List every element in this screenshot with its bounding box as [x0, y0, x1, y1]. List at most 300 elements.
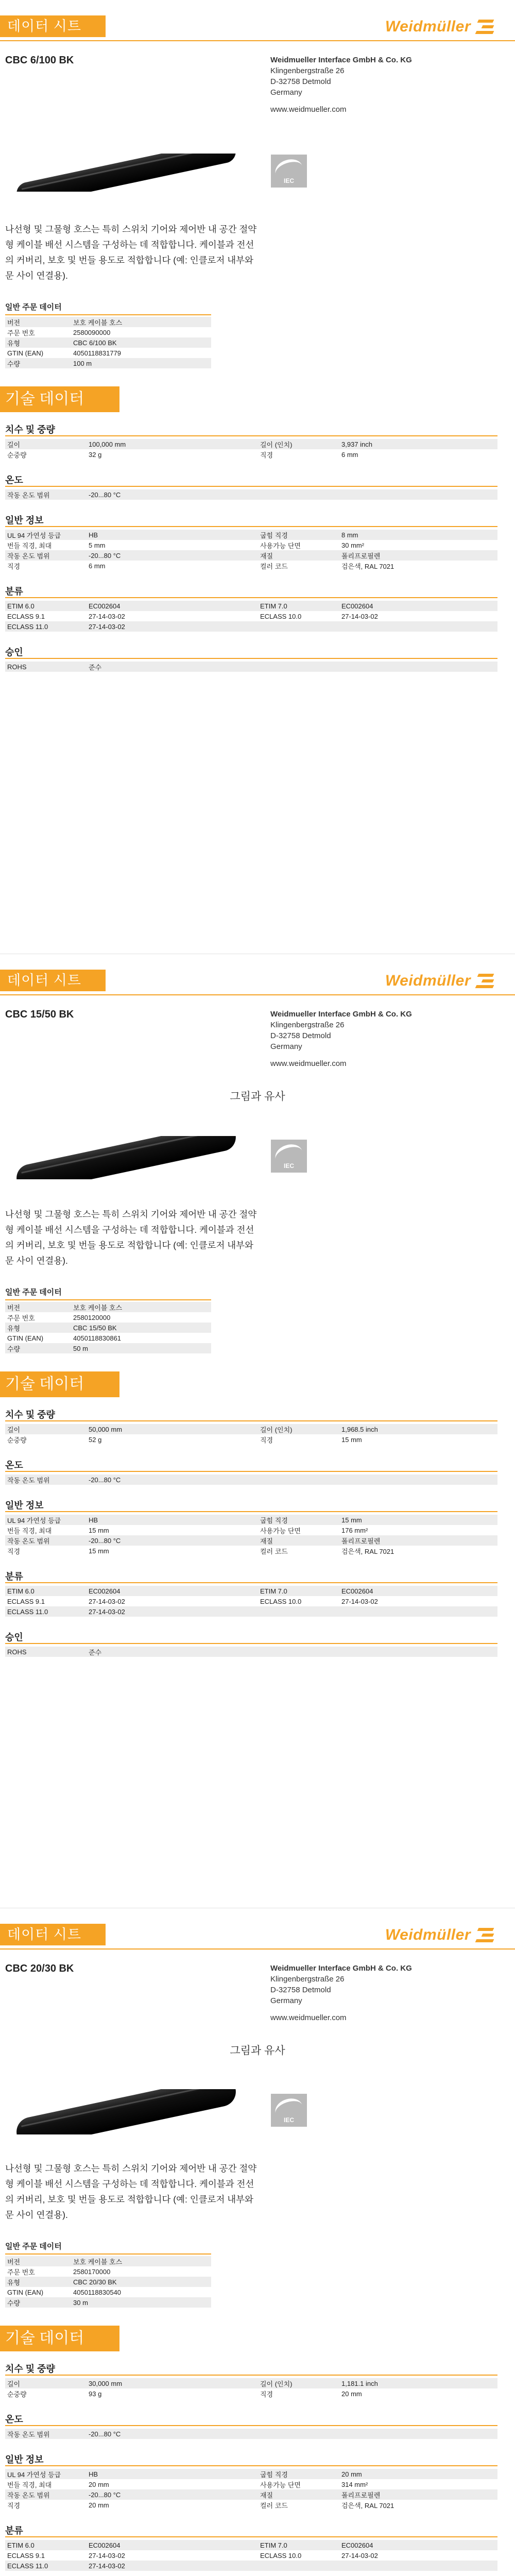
- spec-label: ETIM 6.0: [5, 1586, 87, 1596]
- field-value: 2580170000: [73, 2267, 111, 2276]
- spec-label: ETIM 7.0: [258, 1586, 339, 1596]
- spec-value: 30,000 mm: [87, 2378, 258, 2388]
- spec-label: ECLASS 9.1: [7, 612, 45, 620]
- table-row: [5, 449, 497, 460]
- spec-table: [5, 601, 497, 632]
- table-row: [5, 540, 497, 550]
- spec-label: 굽힘 직경: [258, 530, 339, 540]
- spec-value: 15 mm: [89, 1547, 109, 1555]
- spec-label: ROHS: [5, 1647, 87, 1657]
- spec-label: ECLASS 10.0: [260, 1597, 302, 1605]
- company-street: Klingenbergstraße 26: [270, 66, 345, 75]
- product-description: 나선형 및 그물형 호스는 특히 스위치 기어와 제어반 내 공간 절약형 케이블 배선 시스템을 구성하는 데 적합합니다. 케이블과 전선의 커버리, 보호 및 번들 용도로 적합합니다 (예: 인클로저 내부와 문 사이 연결용).: [5, 2163, 257, 2220]
- spec-table: [5, 1424, 497, 1445]
- spec-section-title: 분류: [5, 1571, 23, 1582]
- spec-value: 52 g: [89, 1435, 102, 1444]
- brand-logo: [385, 16, 497, 37]
- spec-label: ETIM 6.0: [5, 601, 87, 611]
- table-row: [5, 2469, 497, 2479]
- table-row: [5, 327, 211, 337]
- general-order-data-table: [5, 317, 211, 368]
- table-row: [5, 348, 211, 358]
- spec-label: UL 94 가연성 등급: [5, 1515, 87, 1525]
- spec-value: -20...80 °C: [87, 1535, 258, 1546]
- spec-label: 굽힘 직경: [258, 1515, 339, 1525]
- company-country: Germany: [270, 1042, 302, 1051]
- spec-label: 컬러 코드: [260, 2501, 288, 2510]
- spec-value: EC002604: [339, 601, 497, 611]
- field-label: 버전: [5, 2256, 71, 2266]
- section-rule: [5, 486, 497, 487]
- table-row: [5, 317, 211, 327]
- header-rule: [0, 40, 515, 41]
- field-label: 수량: [5, 1343, 71, 1353]
- table-row: [5, 2489, 497, 2500]
- spec-label: 길이 (인치): [258, 439, 339, 449]
- spec-section-title: 온도: [5, 1460, 23, 1470]
- product-description: 나선형 및 그물형 호스는 특히 스위치 기어와 제어반 내 공간 절약형 케이블 배선 시스템을 구성하는 데 적합합니다. 케이블과 전선의 커버리, 보호 및 번들 용도로 적합합니다 (예: 인클로저 내부와 문 사이 연결용).: [5, 1209, 257, 1266]
- table-row: [5, 2277, 211, 2287]
- spec-value: 20 mm: [89, 2480, 109, 2488]
- table-row: [5, 1475, 497, 1485]
- cable-hose-image: [10, 2089, 242, 2134]
- field-value: 100 m: [71, 358, 211, 368]
- table-row: [5, 2429, 497, 2439]
- table-row: [5, 1333, 211, 1343]
- approval-icon: IEC: [271, 155, 307, 188]
- spec-label: [258, 1647, 339, 1657]
- company-url[interactable]: www.weidmueller.com: [270, 105, 347, 114]
- table-row: [5, 489, 497, 500]
- table-row: [5, 550, 497, 561]
- spec-table: [5, 1586, 497, 1617]
- spec-label: [258, 2561, 339, 2571]
- spec-label: [258, 1475, 339, 1485]
- table-row: [5, 1596, 497, 1606]
- spec-section-title: 치수 및 중량: [5, 425, 55, 435]
- table-row: [5, 1525, 497, 1535]
- cable-hose-image: [10, 154, 242, 192]
- spec-value: HB: [87, 1515, 258, 1525]
- table-row: [5, 337, 211, 348]
- spec-table: [5, 439, 497, 460]
- section-rule: [5, 1471, 497, 1472]
- spec-label: 직경: [7, 1547, 21, 1555]
- spec-value: 폴리프로필렌: [339, 2489, 497, 2500]
- spec-section-title: 치수 및 중량: [5, 1410, 55, 1420]
- table-row: [5, 1546, 497, 1556]
- field-label: 주문 번호: [7, 329, 35, 337]
- spec-label: 사용가능 단면: [260, 2481, 301, 2489]
- spec-value: [339, 489, 497, 500]
- table-row: [5, 2479, 497, 2489]
- general-order-data-title: 일반 주문 데이터: [5, 1288, 62, 1297]
- table-row: [5, 561, 497, 571]
- spec-section-title: 온도: [5, 475, 23, 485]
- approval-icon: IEC: [271, 2094, 307, 2127]
- field-label: 주문 번호: [7, 1314, 35, 1322]
- spec-value: [339, 662, 497, 672]
- product-title: CBC 6/100 BK: [5, 55, 74, 66]
- logo-text: Weidmüller: [385, 1926, 471, 1943]
- field-value: 보호 케이블 호스: [71, 317, 211, 327]
- table-row: [5, 2388, 497, 2399]
- table-row: [5, 1323, 211, 1333]
- logo-mark-icon: [475, 1926, 497, 1944]
- section-rule: [5, 658, 497, 659]
- spec-value: 검은색, RAL 7021: [341, 2501, 394, 2510]
- general-order-data-title: 일반 주문 데이터: [5, 2242, 62, 2251]
- table-row: [5, 1343, 211, 1353]
- spec-value: 3,937 inch: [339, 439, 497, 449]
- spec-value: 27-14-03-02: [341, 612, 378, 620]
- table-row: [5, 611, 497, 621]
- field-label: 수량: [5, 358, 71, 368]
- spec-value: [339, 1606, 497, 1617]
- spec-table: [5, 2378, 497, 2399]
- table-row: [5, 2378, 497, 2388]
- spec-value: 20 mm: [339, 2469, 497, 2479]
- spec-label: 직경: [7, 562, 21, 570]
- spec-value: 27-14-03-02: [89, 612, 125, 620]
- company-url[interactable]: www.weidmueller.com: [270, 2013, 347, 2022]
- spec-label: ECLASS 11.0: [5, 2561, 87, 2571]
- spec-value: 5 mm: [89, 541, 106, 549]
- spec-value: -20...80 °C: [87, 1475, 258, 1485]
- company-country: Germany: [270, 88, 302, 97]
- spec-label: 직경: [7, 2501, 21, 2510]
- spec-label: 작동 온도 범위: [5, 2429, 87, 2439]
- spec-section-title: 승인: [5, 1632, 23, 1642]
- general-order-data-table: [5, 2256, 211, 2308]
- field-label: GTIN (EAN): [7, 2288, 44, 2296]
- spec-value: EC002604: [339, 2540, 497, 2550]
- spec-section-title: 일반 정보: [5, 515, 44, 526]
- section-rule: [5, 2536, 497, 2537]
- field-label: 유형: [5, 337, 71, 348]
- spec-label: ETIM 6.0: [5, 2540, 87, 2550]
- section-rule: [5, 1643, 497, 1644]
- spec-table: [5, 2469, 497, 2510]
- spec-value: 20 mm: [89, 2501, 109, 2509]
- field-label: 유형: [5, 2277, 71, 2287]
- field-value: 30 m: [71, 2297, 211, 2308]
- section-rule: [5, 1299, 211, 1300]
- spec-label: 컬러 코드: [260, 1547, 288, 1555]
- table-row: [5, 2500, 497, 2510]
- spec-label: 번들 직경, 최대: [7, 1527, 52, 1535]
- datasheet-page: [0, 0, 515, 954]
- spec-table: [5, 489, 497, 500]
- section-rule: [5, 1511, 497, 1512]
- spec-label: [258, 1606, 339, 1617]
- spec-label: ECLASS 11.0: [5, 1606, 87, 1617]
- spec-table: [5, 530, 497, 571]
- company-url[interactable]: www.weidmueller.com: [270, 1059, 347, 1068]
- similar-to-picture-note: 그림과 유사: [230, 2045, 285, 2057]
- spec-value: -20...80 °C: [87, 550, 258, 561]
- spec-value: HB: [87, 2469, 258, 2479]
- spec-label: 길이: [5, 1424, 87, 1434]
- field-value: CBC 6/100 BK: [71, 337, 211, 348]
- spec-value: 176 mm²: [341, 1526, 368, 1534]
- approval-icon: IEC: [271, 1140, 307, 1173]
- datasheet-badge: 데이터 시트: [0, 1924, 106, 1945]
- company-city: D-32758 Detmold: [270, 77, 331, 86]
- spec-table: [5, 1515, 497, 1556]
- table-row: [5, 1515, 497, 1525]
- table-row: [5, 2540, 497, 2550]
- spec-label: 순중량: [7, 451, 27, 459]
- spec-label: ECLASS 9.1: [7, 2551, 45, 2560]
- product-description: 나선형 및 그물형 호스는 특히 스위치 기어와 제어반 내 공간 절약형 케이블 배선 시스템을 구성하는 데 적합합니다. 케이블과 전선의 커버리, 보호 및 번들 용도로 적합합니다 (예: 인클로저 내부와 문 사이 연결용).: [5, 224, 257, 281]
- table-row: [5, 1312, 211, 1323]
- table-row: [5, 2550, 497, 2561]
- section-rule: [5, 597, 497, 598]
- spec-table: [5, 1647, 497, 1657]
- spec-table: [5, 2429, 497, 2439]
- spec-label: 길이: [5, 439, 87, 449]
- spec-label: ECLASS 10.0: [260, 2551, 302, 2560]
- field-label: 유형: [5, 1323, 71, 1333]
- spec-section-title: 분류: [5, 586, 23, 597]
- technical-data-heading: 기술 데이터: [0, 1371, 119, 1397]
- spec-value: 15 mm: [341, 1435, 362, 1444]
- spec-table: [5, 662, 497, 672]
- brand-logo: [385, 971, 497, 991]
- spec-section-title: 일반 정보: [5, 2454, 44, 2465]
- spec-label: UL 94 가연성 등급: [5, 530, 87, 540]
- company-street: Klingenbergstraße 26: [270, 1975, 345, 1984]
- spec-label: 사용가능 단면: [260, 1527, 301, 1535]
- spec-label: 사용가능 단면: [260, 541, 301, 550]
- spec-value: EC002604: [87, 2540, 258, 2550]
- table-row: [5, 601, 497, 611]
- spec-value: 27-14-03-02: [89, 1597, 125, 1605]
- spec-value: [339, 2561, 497, 2571]
- spec-label: 컬러 코드: [260, 562, 288, 570]
- datasheet-badge: 데이터 시트: [0, 15, 106, 37]
- table-row: [5, 2256, 211, 2266]
- company-name: Weidmueller Interface GmbH & Co. KG: [270, 56, 412, 64]
- spec-section-title: 분류: [5, 2526, 23, 2536]
- spec-value: 20 mm: [341, 2389, 362, 2398]
- section-rule: [5, 2375, 497, 2376]
- logo-mark-icon: [475, 972, 497, 990]
- spec-label: 번들 직경, 최대: [7, 541, 52, 550]
- spec-value: 27-14-03-02: [89, 2551, 125, 2560]
- table-row: [5, 2561, 497, 2571]
- spec-value: [339, 621, 497, 632]
- company-city: D-32758 Detmold: [270, 1986, 331, 1994]
- table-row: [5, 2287, 211, 2297]
- brand-logo: [385, 1925, 497, 1945]
- general-order-data-title: 일반 주문 데이터: [5, 303, 62, 312]
- table-row: [5, 1647, 497, 1657]
- company-address: [270, 1963, 497, 2023]
- spec-section-title: 일반 정보: [5, 1500, 44, 1511]
- field-label: 버전: [5, 1302, 71, 1312]
- spec-label: 순중량: [7, 2390, 27, 2398]
- field-label: 주문 번호: [7, 2268, 35, 2276]
- spec-label: 직경: [260, 1436, 273, 1444]
- spec-value: 27-14-03-02: [87, 621, 258, 632]
- spec-label: ROHS: [5, 662, 87, 672]
- field-label: 버전: [5, 317, 71, 327]
- company-name: Weidmueller Interface GmbH & Co. KG: [270, 1964, 412, 1973]
- spec-label: ECLASS 10.0: [260, 612, 302, 620]
- spec-label: [258, 489, 339, 500]
- spec-value: -20...80 °C: [87, 2429, 258, 2439]
- spec-value: 검은색, RAL 7021: [341, 562, 394, 570]
- datasheet-badge: 데이터 시트: [0, 970, 106, 991]
- section-rule: [5, 2425, 497, 2426]
- logo-text: Weidmüller: [385, 972, 471, 989]
- spec-label: 길이: [5, 2378, 87, 2388]
- spec-value: 314 mm²: [341, 2480, 368, 2488]
- spec-label: ECLASS 11.0: [5, 621, 87, 632]
- table-row: [5, 1535, 497, 1546]
- field-label: GTIN (EAN): [7, 1334, 44, 1342]
- product-title: CBC 20/30 BK: [5, 1963, 74, 1974]
- technical-data-heading: 기술 데이터: [0, 2326, 119, 2351]
- spec-label: 길이 (인치): [258, 2378, 339, 2388]
- spec-value: 폴리프로필렌: [339, 550, 497, 561]
- spec-label: 길이 (인치): [258, 1424, 339, 1434]
- spec-label: [258, 621, 339, 632]
- spec-section-title: 승인: [5, 647, 23, 657]
- company-city: D-32758 Detmold: [270, 1031, 331, 1040]
- table-row: [5, 662, 497, 672]
- spec-value: 50,000 mm: [87, 1424, 258, 1434]
- spec-label: 번들 직경, 최대: [7, 2481, 52, 2489]
- spec-value: EC002604: [87, 601, 258, 611]
- similar-to-picture-note: 그림과 유사: [230, 1091, 285, 1103]
- company-address: [270, 1009, 497, 1069]
- spec-value: 준수: [87, 662, 258, 672]
- section-rule: [5, 1420, 497, 1421]
- field-value: 4050118830861: [73, 1334, 122, 1342]
- field-value: 2580090000: [73, 328, 111, 336]
- spec-label: ETIM 7.0: [258, 601, 339, 611]
- datasheet-page: [0, 1908, 515, 2576]
- spec-value: EC002604: [339, 1586, 497, 1596]
- spec-label: 작동 온도 범위: [5, 1535, 87, 1546]
- field-value: 50 m: [71, 1343, 211, 1353]
- field-value: 4050118831779: [73, 349, 122, 357]
- spec-value: 1,968.5 inch: [339, 1424, 497, 1434]
- table-row: [5, 2297, 211, 2308]
- table-row: [5, 358, 211, 368]
- spec-label: 작동 온도 범위: [5, 489, 87, 500]
- spec-label: 작동 온도 범위: [5, 1475, 87, 1485]
- spec-value: -20...80 °C: [87, 489, 258, 500]
- datasheet-page: [0, 954, 515, 1908]
- spec-label: [258, 2429, 339, 2439]
- spec-value: 27-14-03-02: [341, 1597, 378, 1605]
- spec-value: HB: [87, 530, 258, 540]
- spec-value: 100,000 mm: [87, 439, 258, 449]
- technical-data-heading: 기술 데이터: [0, 386, 119, 412]
- spec-value: 30 mm²: [341, 541, 365, 549]
- spec-value: 15 mm: [339, 1515, 497, 1525]
- section-rule: [5, 314, 211, 315]
- spec-label: ETIM 7.0: [258, 2540, 339, 2550]
- table-row: [5, 2266, 211, 2277]
- spec-label: ECLASS 9.1: [7, 1597, 45, 1605]
- spec-value: 27-14-03-02: [87, 1606, 258, 1617]
- spec-value: 6 mm: [341, 450, 358, 459]
- spec-value: 검은색, RAL 7021: [341, 1547, 394, 1555]
- field-value: 보호 케이블 호스: [71, 2256, 211, 2266]
- table-row: [5, 1302, 211, 1312]
- table-row: [5, 1424, 497, 1434]
- spec-value: 6 mm: [89, 562, 106, 570]
- spec-value: 27-14-03-02: [87, 2561, 258, 2571]
- general-order-data-table: [5, 1302, 211, 1353]
- field-value: 4050118830540: [73, 2288, 122, 2296]
- table-row: [5, 1606, 497, 1617]
- spec-label: 직경: [260, 451, 273, 459]
- cable-hose-image: [10, 1136, 242, 1179]
- field-label: GTIN (EAN): [7, 349, 44, 357]
- spec-label: 순중량: [7, 1436, 27, 1444]
- table-row: [5, 439, 497, 449]
- section-rule: [5, 1582, 497, 1583]
- field-value: 보호 케이블 호스: [71, 1302, 211, 1312]
- spec-table: [5, 2540, 497, 2571]
- spec-section-title: 온도: [5, 2414, 23, 2425]
- section-rule: [5, 2253, 211, 2255]
- spec-label: 굽힘 직경: [258, 2469, 339, 2479]
- spec-label: 직경: [260, 2390, 273, 2398]
- spec-value: 준수: [87, 1647, 258, 1657]
- company-street: Klingenbergstraße 26: [270, 1021, 345, 1029]
- logo-text: Weidmüller: [385, 18, 471, 35]
- table-row: [5, 1586, 497, 1596]
- company-country: Germany: [270, 1996, 302, 2005]
- spec-value: 1,181.1 inch: [339, 2378, 497, 2388]
- table-row: [5, 1434, 497, 1445]
- spec-value: [339, 2429, 497, 2439]
- field-value: CBC 15/50 BK: [71, 1323, 211, 1333]
- spec-label: 작동 온도 범위: [5, 550, 87, 561]
- table-row: [5, 621, 497, 632]
- section-rule: [5, 526, 497, 527]
- header-rule: [0, 994, 515, 995]
- spec-value: [339, 1647, 497, 1657]
- section-rule: [5, 435, 497, 436]
- spec-label: 작동 온도 범위: [5, 2489, 87, 2500]
- spec-label: 재질: [258, 550, 339, 561]
- spec-value: -20...80 °C: [87, 2489, 258, 2500]
- field-value: 2580120000: [73, 1313, 111, 1321]
- field-label: 수량: [5, 2297, 71, 2308]
- spec-value: 27-14-03-02: [341, 2551, 378, 2560]
- spec-value: EC002604: [87, 1586, 258, 1596]
- section-rule: [5, 2465, 497, 2466]
- header-rule: [0, 1948, 515, 1950]
- company-address: [270, 55, 497, 115]
- spec-label: 재질: [258, 1535, 339, 1546]
- spec-value: [339, 1475, 497, 1485]
- spec-value: 8 mm: [339, 530, 497, 540]
- spec-label: UL 94 가연성 등급: [5, 2469, 87, 2479]
- spec-label: [258, 662, 339, 672]
- field-value: CBC 20/30 BK: [71, 2277, 211, 2287]
- spec-table: [5, 1475, 497, 1485]
- logo-mark-icon: [475, 18, 497, 36]
